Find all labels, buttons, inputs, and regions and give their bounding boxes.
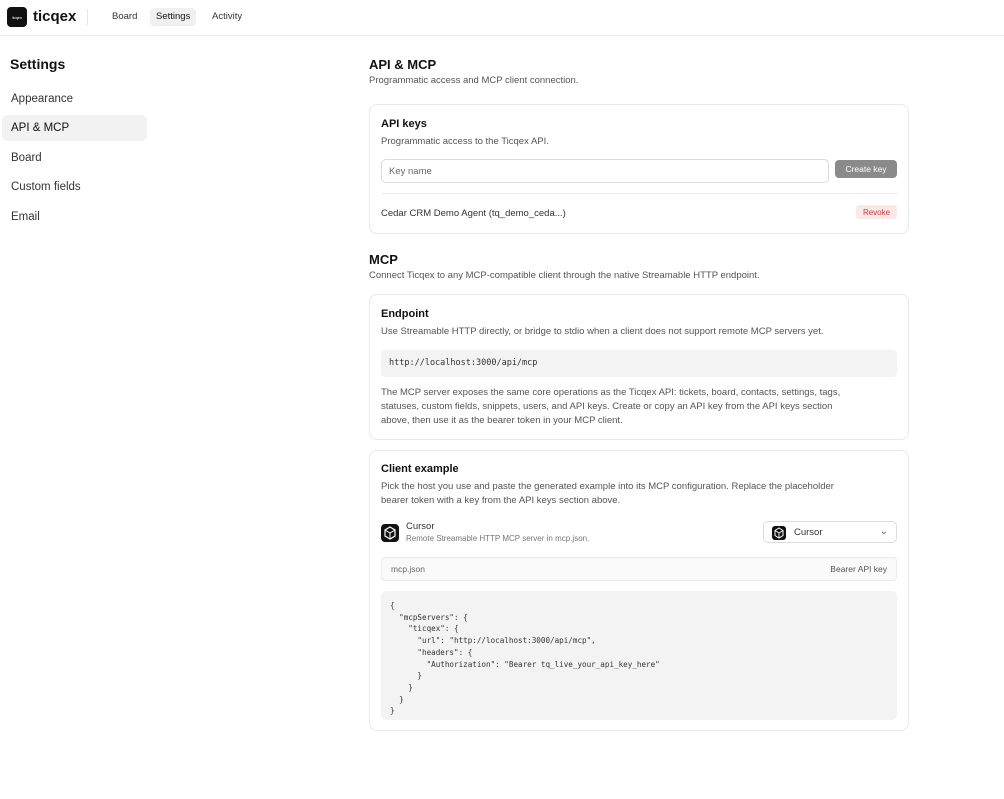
sidebar-title: Settings [10, 56, 66, 72]
nav-tab-board[interactable]: Board [112, 11, 138, 22]
api-keys-description: Programmatic access to the Ticqex API. [381, 136, 549, 147]
sidebar-item-api-mcp[interactable]: API & MCP [2, 115, 147, 141]
endpoint-note-line: above, then use it as the bearer token in your MCP client. [381, 415, 623, 426]
top-bar [0, 0, 1004, 36]
file-header [381, 557, 897, 581]
auth-hint: Bearer API key [830, 564, 887, 574]
mcp-subtitle: Connect Ticqex to any MCP-compatible client through the native Streamable HTTP endpoint. [369, 270, 760, 281]
logo-icon[interactable]: ticqex [7, 7, 27, 27]
code-line: } [390, 706, 395, 716]
client-select-value: Cursor [794, 527, 823, 538]
page-subtitle: Programmatic access and MCP client connection. [369, 75, 579, 86]
nav-tab-settings[interactable]: Settings [150, 8, 196, 26]
endpoint-description: Use Streamable HTTP directly, or bridge to stdio when a client does not support remote MCP servers yet. [381, 326, 824, 337]
api-keys-card [369, 104, 909, 234]
client-name: Cursor [406, 521, 435, 532]
code-line: "mcpServers": { [390, 612, 468, 622]
code-line: "url": "http://localhost:3000/api/mcp", [390, 636, 596, 646]
key-name-input[interactable] [381, 159, 829, 183]
code-line: } [390, 671, 423, 681]
create-key-button[interactable]: Create key [835, 160, 897, 178]
mcp-title: MCP [369, 252, 398, 267]
code-line: } [390, 694, 404, 704]
brand-name: ticqex [33, 8, 77, 25]
code-line: "headers": { [390, 647, 473, 657]
cursor-icon [772, 526, 786, 540]
client-select[interactable] [763, 521, 897, 543]
client-example-title: Client example [381, 463, 459, 475]
sidebar-item-email[interactable]: Email [11, 211, 40, 223]
client-example-description-line: bearer token with a key from the API keys section above. [381, 495, 621, 506]
api-keys-title: API keys [381, 118, 427, 130]
code-line: } [390, 682, 413, 692]
code-line: { [390, 601, 395, 610]
code-line: "ticqex": { [390, 624, 459, 634]
chevron-down-icon: ⌄ [879, 526, 888, 537]
endpoint-note-line: statuses, custom fields, snippets, users, and API keys. Create or copy an API key from the API keys section [381, 401, 833, 412]
endpoint-note-line: The MCP server exposes the same core operations as the Ticqex API: tickets, board, contacts, settings, tags, [381, 387, 841, 398]
sidebar-item-board[interactable]: Board [11, 152, 42, 164]
nav-tab-activity[interactable]: Activity [212, 11, 243, 22]
client-example-card [369, 450, 909, 731]
sidebar-item-appearance[interactable]: Appearance [11, 93, 74, 105]
sidebar-item-custom-fields[interactable]: Custom fields [11, 181, 81, 193]
endpoint-card [369, 294, 909, 440]
page-title: API & MCP [369, 57, 437, 72]
code-block[interactable] [381, 591, 897, 720]
revoke-button[interactable]: Revoke [856, 205, 897, 219]
file-name: mcp.json [391, 564, 426, 574]
endpoint-title: Endpoint [381, 308, 429, 320]
cursor-icon [381, 524, 399, 542]
endpoint-url[interactable]: http://localhost:3000/api/mcp [381, 350, 897, 377]
client-example-description-line: Pick the host you use and paste the generated example into its MCP configuration. Replace the placeholder [381, 481, 834, 492]
code-line: "Authorization": "Bearer tq_live_your_api_key_here" [390, 659, 660, 669]
nav-divider [87, 9, 88, 25]
divider [381, 193, 897, 194]
client-description: Remote Streamable HTTP MCP server in mcp.json. [406, 534, 590, 543]
api-key-name: Cedar CRM Demo Agent (tq_demo_ceda...) [381, 208, 566, 219]
